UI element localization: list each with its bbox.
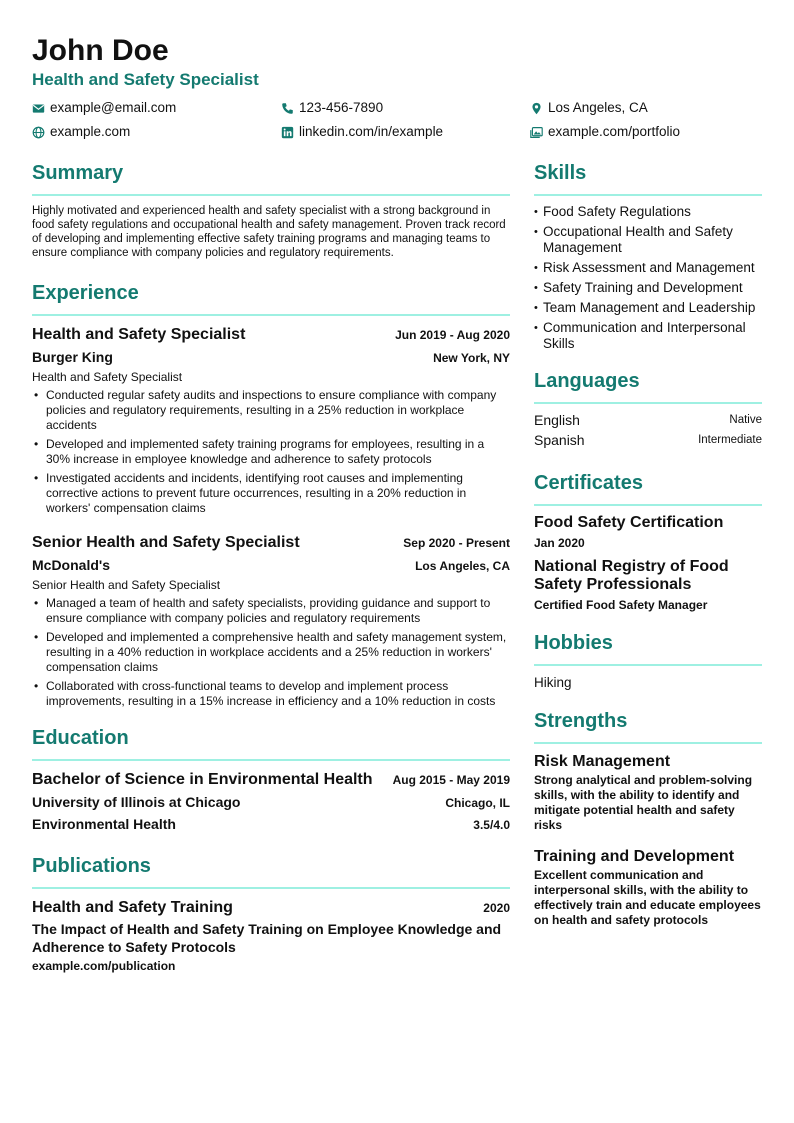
gpa: 3.5/4.0: [473, 818, 510, 832]
skills-list: [534, 204, 762, 352]
education-date: Aug 2015 - May 2019: [392, 773, 510, 787]
language-level: Native: [729, 414, 762, 426]
language-name: English: [534, 412, 580, 428]
strength-description: Excellent communication and interpersonal skills, with the ability to effectively train and educate employees on health and safety protocols: [534, 868, 761, 927]
certificates-heading: Certificates: [534, 470, 762, 506]
job-bullet: • Developed and implemented safety training programs for employees, resulting in a 30% increase in employee knowledge and adherence to safety protocols: [32, 437, 510, 467]
publications-section: [32, 853, 510, 976]
languages-heading: Languages: [534, 368, 762, 404]
candidate-name: John Doe: [32, 34, 169, 67]
contact-phone[interactable]: [281, 99, 530, 117]
skills-section: [534, 160, 762, 352]
location-icon: [530, 102, 543, 115]
right-column: [534, 160, 762, 942]
linkedin-icon: [281, 126, 294, 139]
strengths-section: [534, 708, 762, 928]
job-title: Senior Health and Safety Specialist: [32, 534, 300, 551]
language-level: Intermediate: [698, 434, 762, 446]
strengths-heading: Strengths: [534, 708, 762, 744]
summary-heading: Summary: [32, 160, 510, 196]
contact-list: [32, 99, 762, 141]
skill-item: • Safety Training and Development: [534, 280, 762, 296]
languages-section: [534, 368, 762, 448]
contact-website-text: example.com: [50, 124, 131, 139]
certificate-detail: Jan 2020: [534, 536, 585, 550]
certificate-detail: Certified Food Safety Manager: [534, 598, 708, 612]
portfolio-icon: [530, 126, 543, 139]
summary-text: Highly motivated and experienced health and safety specialist with a strong background in food safety regulations and occupational health and safety management. Proven track record of developing and implementing effective safety training programs and managing teams to ensure compliance with company policies and regulatory requirements.: [32, 205, 506, 259]
contact-location-text: Los Angeles, CA: [548, 100, 648, 115]
job-bullets: [32, 596, 510, 709]
education-section: [32, 725, 510, 835]
strength-name: Risk Management: [534, 753, 671, 770]
certificate-item: [534, 514, 762, 552]
hobbies-heading: Hobbies: [534, 630, 762, 666]
job-date: Jun 2019 - Aug 2020: [395, 328, 510, 342]
language-row: [534, 412, 762, 428]
resume-page: [32, 34, 762, 973]
experience-section: [32, 280, 510, 709]
skills-heading: Skills: [534, 160, 762, 196]
job-subtitle: Senior Health and Safety Specialist: [32, 578, 221, 592]
job-company: McDonald's: [32, 557, 111, 573]
education-heading: Education: [32, 725, 510, 761]
field-of-study: Environmental Health: [32, 816, 176, 832]
strength-description: Strong analytical and problem-solving skills, with the ability to identify and mitigate potential health and safety risks: [534, 773, 753, 832]
skill-item: • Food Safety Regulations: [534, 204, 762, 220]
certificate-item: [534, 558, 762, 614]
publication-year: 2020: [483, 901, 510, 915]
contact-portfolio-text: example.com/portfolio: [548, 124, 681, 139]
job-bullet: • Developed and implemented a comprehensive health and safety management system, resulting in a 40% reduction in workplace accidents and a 25% reduction in workers' compensation claims: [32, 630, 510, 675]
job-location: Los Angeles, CA: [415, 559, 510, 573]
certificates-section: [534, 470, 762, 614]
contact-location: [530, 99, 762, 117]
school-name: University of Illinois at Chicago: [32, 794, 241, 810]
publication-name: Health and Safety Training: [32, 899, 233, 916]
experience-entry: [32, 324, 510, 516]
hobby-item: Hiking: [534, 675, 572, 690]
contact-portfolio[interactable]: [530, 123, 762, 141]
publication-description: The Impact of Health and Safety Training on Employee Knowledge and Adherence to Safety Protocols: [32, 921, 502, 955]
publications-heading: Publications: [32, 853, 510, 889]
job-bullet: • Investigated accidents and incidents, identifying root causes and implementing corrective actions to prevent future occurrences, resulting in a 20% reduction in workers' compensation claims: [32, 471, 510, 516]
contact-email-text: example@email.com: [50, 100, 177, 115]
contact-phone-text: 123-456-7890: [299, 100, 384, 115]
job-title: Health and Safety Specialist: [32, 326, 246, 343]
strength-name: Training and Development: [534, 848, 735, 865]
language-name: Spanish: [534, 432, 585, 448]
job-subtitle: Health and Safety Specialist: [32, 370, 183, 384]
job-bullet: • Managed a team of health and safety specialists, providing guidance and support to ensure compliance with company policies and regulatory requirements: [32, 596, 510, 626]
publication-link[interactable]: example.com/publication: [32, 959, 176, 973]
globe-icon: [32, 126, 45, 139]
left-column: [32, 160, 510, 976]
language-row: [534, 432, 762, 448]
candidate-role: Health and Safety Specialist: [32, 70, 259, 89]
school-location: Chicago, IL: [445, 796, 510, 810]
certificate-name: Food Safety Certification: [534, 514, 724, 531]
summary-section: [32, 160, 510, 260]
phone-icon: [281, 102, 294, 115]
contact-email[interactable]: [32, 99, 281, 117]
job-company: Burger King: [32, 349, 113, 365]
contact-linkedin-text: linkedin.com/in/example: [299, 124, 444, 139]
contact-linkedin[interactable]: [281, 123, 530, 141]
job-bullet: • Conducted regular safety audits and inspections to ensure compliance with company policies and regulatory requirements, resulting in a 25% reduction in workplace accidents: [32, 388, 510, 433]
hobbies-section: [534, 630, 762, 692]
certificate-name: National Registry of Food Safety Professionals: [534, 558, 729, 593]
skill-item: • Occupational Health and Safety Management: [534, 224, 762, 256]
skill-item: • Team Management and Leadership: [534, 300, 762, 316]
job-date: Sep 2020 - Present: [403, 536, 510, 550]
experience-entry: [32, 532, 510, 709]
contact-website[interactable]: [32, 123, 281, 141]
job-bullet: • Collaborated with cross-functional teams to develop and implement process improvements, resulting in a 15% increase in efficiency and a 10% reduction in costs: [32, 679, 510, 709]
skill-item: • Communication and Interpersonal Skills: [534, 320, 762, 352]
experience-heading: Experience: [32, 280, 510, 316]
job-bullets: [32, 388, 510, 516]
degree-title: Bachelor of Science in Environmental Health: [32, 771, 373, 788]
job-location: New York, NY: [433, 351, 510, 365]
skill-item: • Risk Assessment and Management: [534, 260, 762, 276]
email-icon: [32, 102, 45, 115]
